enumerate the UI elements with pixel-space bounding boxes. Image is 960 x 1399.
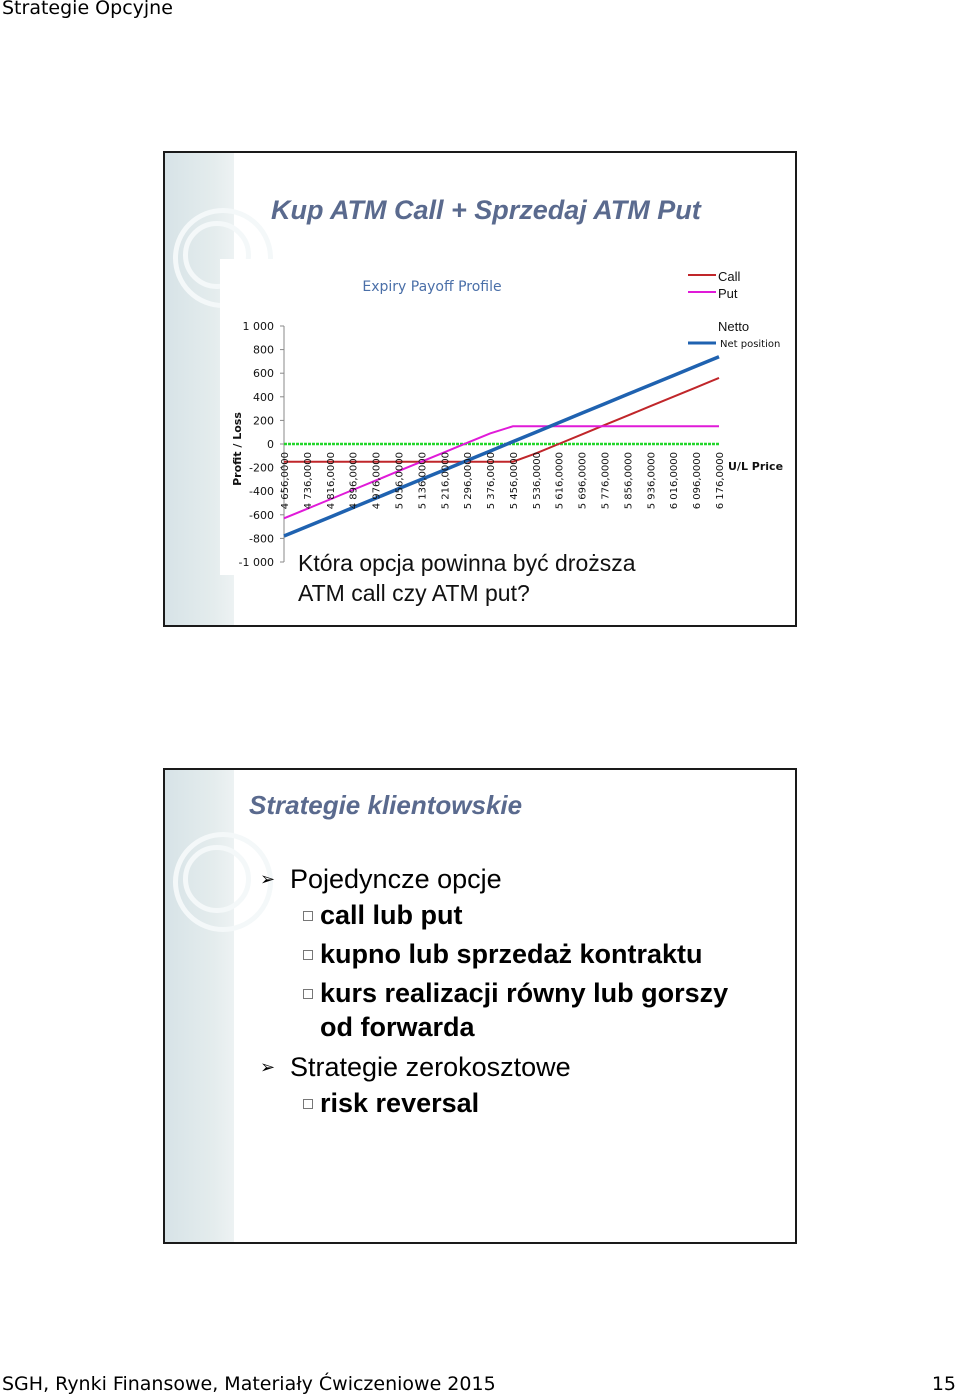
- square-bullet-icon: [303, 911, 313, 921]
- x-tick-label: 4 976,0000: [371, 452, 383, 510]
- x-tick-label: 6 176,0000: [715, 452, 726, 510]
- sub-bullet-label: kurs realizacji równy lub gorszy: [320, 978, 729, 1008]
- x-axis-label: U/L Price: [728, 460, 784, 473]
- y-tick-label: -200: [249, 461, 274, 475]
- sub-bullet-continuation: [260, 1010, 728, 1044]
- x-tick-label: 5 536,0000: [531, 452, 543, 510]
- bullet-list: [260, 860, 728, 1120]
- x-tick-label: 5 216,0000: [440, 452, 452, 510]
- x-tick-label: 6 096,0000: [692, 452, 704, 510]
- sub-bullet-item: [260, 937, 728, 971]
- x-tick-label: 5 136,0000: [417, 452, 429, 510]
- sub-bullet-label: risk reversal: [320, 1088, 480, 1118]
- x-tick-label: 5 616,0000: [554, 452, 566, 510]
- square-bullet-icon: [303, 950, 313, 960]
- legend-label: Call: [718, 269, 741, 284]
- sub-bullet-label: call lub put: [320, 900, 463, 930]
- y-axis-label: Profit / Loss: [231, 412, 244, 486]
- y-tick-label: 200: [253, 414, 274, 428]
- question-line-2: ATM call czy ATM put?: [298, 580, 530, 606]
- y-tick-label: -600: [249, 508, 274, 522]
- legend-label: Net position: [720, 339, 781, 350]
- legend-label: Put: [718, 286, 738, 301]
- square-bullet-icon: [303, 1099, 313, 1109]
- bullet-label: Pojedyncze opcje: [290, 864, 502, 894]
- slide-payoff: [163, 151, 797, 627]
- x-tick-label: 5 776,0000: [600, 452, 612, 510]
- bullet-item: [260, 860, 728, 898]
- decorative-circle: [183, 845, 251, 913]
- x-tick-label: 5 456,0000: [508, 452, 520, 510]
- x-tick-label: 5 376,0000: [486, 452, 498, 510]
- payoff-chart-svg: [220, 259, 790, 575]
- x-tick-label: 4 896,0000: [348, 452, 360, 510]
- slide-title: Kup ATM Call + Sprzedaj ATM Put: [271, 195, 701, 225]
- series-line-call: [284, 378, 719, 462]
- slide-title: Strategie klientowskie: [249, 790, 523, 820]
- question-line-1: Która opcja powinna być droższa: [298, 550, 636, 576]
- x-tick-label: 6 016,0000: [669, 452, 681, 510]
- arrow-bullet-icon: ➢: [260, 1057, 276, 1077]
- legend-label: Netto: [718, 319, 750, 334]
- bullet-item: [260, 1048, 728, 1086]
- x-tick-label: 4 656,0000: [280, 452, 291, 510]
- slide-client-strategies: [163, 768, 797, 1244]
- x-tick-label: 5 056,0000: [394, 452, 406, 510]
- y-tick-label: -1 000: [238, 556, 274, 569]
- x-tick-label: 4 736,0000: [302, 452, 314, 510]
- page-number: 15: [931, 1373, 956, 1395]
- y-tick-label: 0: [267, 438, 274, 451]
- sub-bullet-label: kupno lub sprzedaż kontraktu: [320, 939, 703, 969]
- y-tick-label: -400: [249, 485, 274, 499]
- x-tick-label: 5 936,0000: [646, 452, 658, 510]
- bullet-label: Strategie zerokosztowe: [290, 1052, 571, 1082]
- y-tick-label: -800: [249, 532, 274, 546]
- y-tick-label: 1 000: [242, 320, 274, 333]
- y-tick-label: 800: [253, 343, 274, 357]
- sub-bullet-item: [260, 898, 728, 932]
- sub-bullet-label: od forwarda: [320, 1012, 475, 1042]
- y-tick-label: 600: [253, 367, 274, 381]
- chart-title: Expiry Payoff Profile: [362, 279, 502, 295]
- payoff-chart: [220, 259, 790, 575]
- x-tick-label: 5 296,0000: [463, 452, 475, 510]
- page-header-title: Strategie Opcyjne: [2, 0, 173, 19]
- x-tick-label: 4 816,0000: [325, 452, 337, 510]
- arrow-bullet-icon: ➢: [260, 869, 276, 889]
- y-tick-label: 400: [253, 390, 274, 404]
- x-tick-label: 5 696,0000: [577, 452, 589, 510]
- x-tick-label: 5 856,0000: [623, 452, 635, 510]
- sub-bullet-item: [260, 976, 728, 1010]
- sub-bullet-item: [260, 1086, 728, 1120]
- slide-question: [298, 548, 636, 608]
- square-bullet-icon: [303, 989, 313, 999]
- footer-text: SGH, Rynki Finansowe, Materiały Ćwiczeniowe 2015: [2, 1373, 496, 1395]
